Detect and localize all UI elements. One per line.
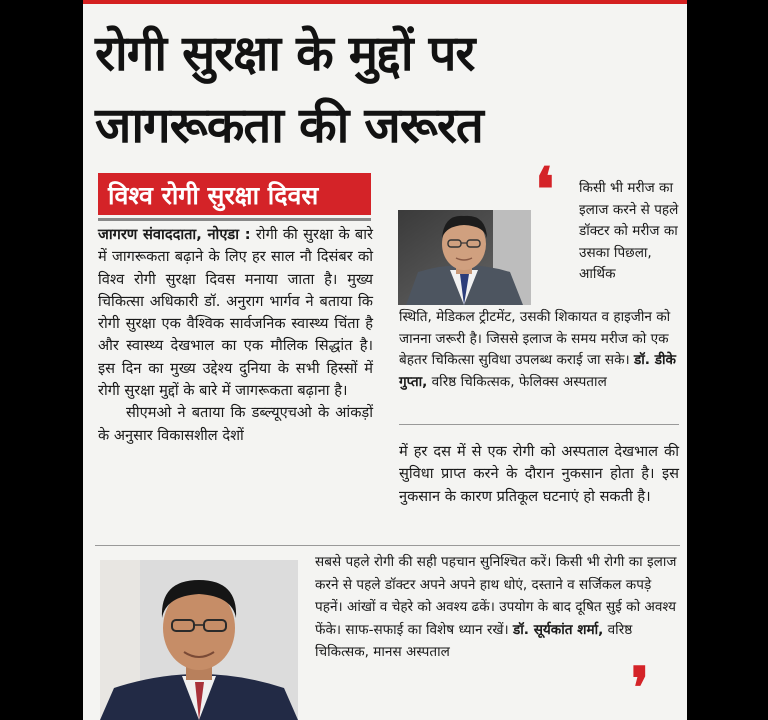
banner-text: विश्व रोगी सुरक्षा दिवस xyxy=(108,181,319,210)
doctor-photo-dk-gupta xyxy=(398,210,531,305)
quote-1-narrow: किसी भी मरीज का इलाज करने से पहले डॉक्टर को मरीज का उसका पिछला, आर्थिक xyxy=(579,180,679,282)
doctor-photo-suryakant-sharma xyxy=(100,560,298,720)
article-para-1: रोगी की सुरक्षा के बारे में जागरूकता बढ़ाने के लिए हर साल नौ दिसंबर को विश्व रोगी सुरक्षा दिवस मनाया जाता है। मुख्य चिकित्सा अधिकारी डॉ. अनुराग भार्गव ने बताया कि रोगी सुरक्षा एक वैश्विक सार्वजनिक स्वास्थ्य चिंता है और स्वास्थ्य देखभाल का एक मौलिक सिद्धांत है। इस दिन का मुख्य उद्देश्य दुनिया के सभी हिस्सों में रोगी सुरक्षा मुद्दों के बारे में जागरूकता बढ़ाना है। xyxy=(98,226,374,400)
quote-2-speaker: डॉ. सूर्यकांत शर्मा, xyxy=(513,621,604,638)
article-para-2: सीएमओ ने बताया कि डब्ल्यूएचओ के आंकड़ों के अनुसार विकासशील देशों xyxy=(98,404,373,444)
quote-2-text: सबसे पहले रोगी की सही पहचान सुनिश्चित करें। किसी भी रोगी का इलाज करने से पहले डॉक्टर अपने अपने हाथ धोएं, दस्ताने व सर्जिकल कपड़े पहनें। आंखों व चेहरे को अवश्य ढकें। उपयोग के बाद दूषित सुई को अवश्य फेंके। साफ-सफाई का विशेष ध्यान रखें। xyxy=(315,554,677,638)
byline: जागरण संवाददाता, नोएडा : xyxy=(98,226,251,243)
newspaper-clipping xyxy=(83,0,687,720)
quote-open-mark-icon: ❛ xyxy=(535,155,555,225)
quote-2-designation: वरिष्ठ चिकित्सक, मानस अस्पताल xyxy=(315,621,633,661)
quote-2 xyxy=(315,551,677,664)
top-red-rule xyxy=(83,0,687,4)
headline-line-2: जागरूकता की जरूरत xyxy=(95,97,483,154)
quote-1-wide xyxy=(399,307,679,393)
headline-line-1: रोगी सुरक्षा के मुद्दों पर xyxy=(95,25,475,82)
quote-1-separator xyxy=(399,424,679,425)
banner-underline xyxy=(98,218,371,221)
quote-1-speaker: डॉ. डीके गुप्ता, xyxy=(399,352,676,390)
quote-close-mark-icon: ❜ xyxy=(631,655,650,720)
quote-1-designation: वरिष्ठ चिकित्सक, फेलिक्स अस्पताल xyxy=(431,373,607,390)
article-continuation: में हर दस में से एक रोगी को अस्पताल देखभाल की सुविधा प्राप्त करने के दौरान नुकसान होता है। इस नुकसान के कारण प्रतिकूल घटनाएं हो सकती है। xyxy=(399,443,679,505)
section-banner xyxy=(98,173,371,215)
article-body xyxy=(98,224,373,447)
headline xyxy=(95,18,680,162)
section-separator xyxy=(95,545,680,546)
quote-1-wide-text: स्थिति, मेडिकल ट्रीटमेंट, उसकी शिकायत व हाइजीन को जानना जरूरी है। जिससे इलाज के समय मरीज को एक बेहतर चिकित्सा सुविधा उपलब्ध कराई जा सके। xyxy=(399,309,671,368)
